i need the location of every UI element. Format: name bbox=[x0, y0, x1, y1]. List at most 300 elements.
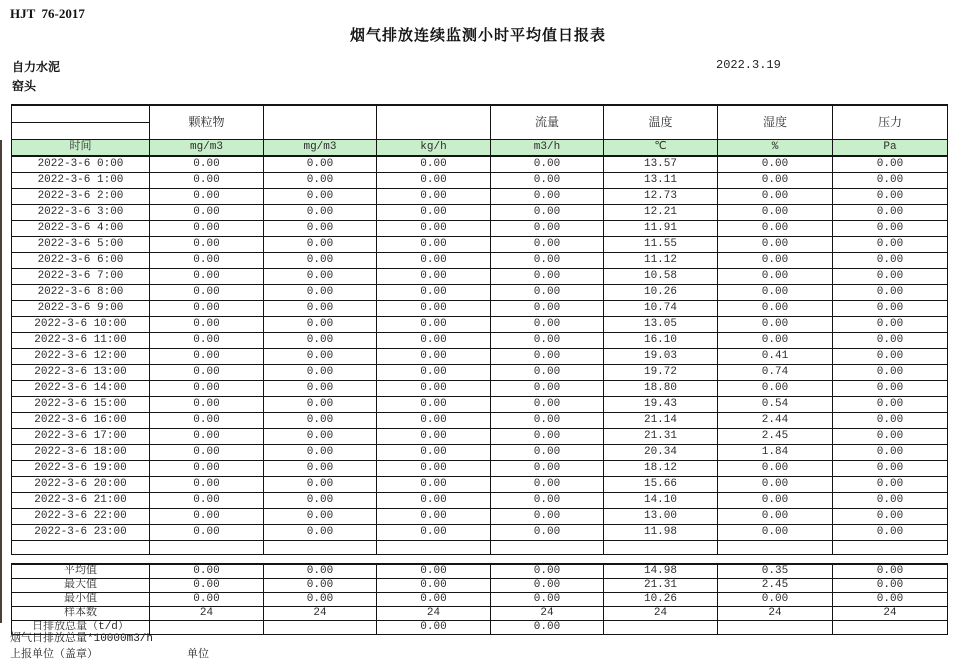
hour-row-cell: 2.44 bbox=[718, 413, 833, 429]
blank-cell bbox=[264, 541, 377, 555]
hour-row bbox=[12, 461, 948, 477]
hour-row bbox=[12, 269, 948, 285]
hour-row bbox=[12, 253, 948, 269]
hour-row-cell: 0.00 bbox=[718, 189, 833, 205]
report-unit-label: 上报单位（盖章） bbox=[10, 649, 98, 661]
hour-row-cell: 0.00 bbox=[491, 285, 604, 301]
summary-row-cell: 0.00 bbox=[377, 621, 491, 635]
hour-row-cell: 0.00 bbox=[264, 397, 377, 413]
hour-row-cell: 20.34 bbox=[604, 445, 718, 461]
blank-cell bbox=[491, 541, 604, 555]
hour-row-cell: 0.00 bbox=[718, 156, 833, 173]
hour-row-cell: 0.00 bbox=[150, 349, 264, 365]
hour-row-cell: 14.10 bbox=[604, 493, 718, 509]
summary-row-cell bbox=[604, 621, 718, 635]
hour-row-cell: 10.26 bbox=[604, 285, 718, 301]
hour-row-cell: 0.00 bbox=[264, 461, 377, 477]
summary-row-cell bbox=[150, 621, 264, 635]
blank-cell bbox=[833, 541, 948, 555]
hour-row bbox=[12, 221, 948, 237]
hour-row-cell: 0.00 bbox=[491, 349, 604, 365]
hour-row-cell: 18.80 bbox=[604, 381, 718, 397]
hour-row-cell: 21.14 bbox=[604, 413, 718, 429]
company-name: 自力水泥 bbox=[12, 60, 61, 74]
hour-row-cell: 0.00 bbox=[491, 445, 604, 461]
summary-row-cell: 0.00 bbox=[718, 593, 833, 607]
hour-row-cell: 0.00 bbox=[377, 477, 491, 493]
hour-row-cell: 0.00 bbox=[718, 285, 833, 301]
summary-row-cell: 0.00 bbox=[150, 564, 264, 579]
summary-row-cell: 0.00 bbox=[264, 593, 377, 607]
hour-row-label: 2022-3-6 9:00 bbox=[12, 301, 150, 317]
summary-row-cell: 0.00 bbox=[833, 593, 948, 607]
hour-row-cell: 0.00 bbox=[833, 461, 948, 477]
hour-row bbox=[12, 237, 948, 253]
unit-pa: Pa bbox=[833, 140, 948, 157]
hour-row-cell: 0.00 bbox=[377, 285, 491, 301]
hour-row-cell: 21.31 bbox=[604, 429, 718, 445]
hour-row-cell: 0.00 bbox=[377, 349, 491, 365]
page-title: 烟气排放连续监测小时平均值日报表 bbox=[349, 26, 606, 44]
hour-row-cell: 0.00 bbox=[833, 381, 948, 397]
summary-row-cell: 0.35 bbox=[718, 564, 833, 579]
hour-row bbox=[12, 493, 948, 509]
hour-row-label: 2022-3-6 8:00 bbox=[12, 285, 150, 301]
hour-row-cell: 0.00 bbox=[833, 317, 948, 333]
hour-row-cell: 0.00 bbox=[718, 301, 833, 317]
summary-row-cell: 0.00 bbox=[491, 593, 604, 607]
hour-row-cell: 0.00 bbox=[491, 493, 604, 509]
hour-row-cell: 0.00 bbox=[833, 429, 948, 445]
hour-row-cell: 0.00 bbox=[833, 301, 948, 317]
hour-row-label: 2022-3-6 10:00 bbox=[12, 317, 150, 333]
unit-m3h: m3/h bbox=[491, 140, 604, 157]
hour-row-cell: 0.00 bbox=[491, 269, 604, 285]
summary-row-label: 日排放总量（t/d） bbox=[12, 621, 150, 635]
summary-row bbox=[12, 564, 948, 579]
hour-row-cell: 0.00 bbox=[150, 253, 264, 269]
hour-row-label: 2022-3-6 0:00 bbox=[12, 156, 150, 173]
hour-row-cell: 0.00 bbox=[833, 397, 948, 413]
hour-row-cell: 0.00 bbox=[718, 493, 833, 509]
blank-cell bbox=[150, 541, 264, 555]
summary-row bbox=[12, 607, 948, 621]
hour-row-cell: 0.74 bbox=[718, 365, 833, 381]
summary-row-cell: 24 bbox=[150, 607, 264, 621]
hour-row-label: 2022-3-6 7:00 bbox=[12, 269, 150, 285]
hour-row-cell: 2.45 bbox=[718, 429, 833, 445]
hour-row-cell: 0.00 bbox=[718, 333, 833, 349]
hour-row-cell: 0.00 bbox=[833, 285, 948, 301]
hour-row-cell: 0.00 bbox=[377, 461, 491, 477]
hour-row-cell: 0.00 bbox=[833, 525, 948, 541]
hour-row-cell: 0.00 bbox=[377, 237, 491, 253]
hour-row-cell: 0.00 bbox=[491, 173, 604, 189]
summary-row-cell: 10.26 bbox=[604, 593, 718, 607]
summary-row-cell: 0.00 bbox=[264, 579, 377, 593]
hour-row-cell: 0.00 bbox=[377, 493, 491, 509]
hour-row bbox=[12, 285, 948, 301]
report-tables bbox=[11, 104, 949, 635]
hour-row-cell: 0.00 bbox=[264, 429, 377, 445]
hour-row-cell: 0.00 bbox=[150, 365, 264, 381]
hour-row-cell: 0.00 bbox=[264, 509, 377, 525]
col-header-flow: 流量 bbox=[491, 105, 604, 140]
hour-row-cell: 10.74 bbox=[604, 301, 718, 317]
hour-row bbox=[12, 349, 948, 365]
summary-row-cell: 0.00 bbox=[150, 579, 264, 593]
unit-label: 单位 bbox=[187, 649, 209, 661]
hour-row-label: 2022-3-6 19:00 bbox=[12, 461, 150, 477]
summary-row-cell bbox=[833, 621, 948, 635]
hour-row-cell: 0.00 bbox=[150, 445, 264, 461]
hour-row-cell: 11.55 bbox=[604, 237, 718, 253]
hour-row-cell: 0.00 bbox=[833, 189, 948, 205]
hour-row-cell: 0.00 bbox=[377, 317, 491, 333]
table-gap bbox=[11, 555, 949, 563]
summary-row-cell: 21.31 bbox=[604, 579, 718, 593]
hour-row-cell: 0.00 bbox=[264, 477, 377, 493]
hour-row-cell: 0.00 bbox=[150, 461, 264, 477]
unit-percent: % bbox=[718, 140, 833, 157]
blank-cell bbox=[604, 541, 718, 555]
hour-row-label: 2022-3-6 4:00 bbox=[12, 221, 150, 237]
hour-row bbox=[12, 397, 948, 413]
hour-row-cell: 0.00 bbox=[491, 237, 604, 253]
hour-row-cell: 0.00 bbox=[264, 269, 377, 285]
hour-row-cell: 0.00 bbox=[377, 429, 491, 445]
hour-row-cell: 11.98 bbox=[604, 525, 718, 541]
hour-row-cell: 0.00 bbox=[377, 413, 491, 429]
col-header-pressure: 压力 bbox=[833, 105, 948, 140]
hour-row-cell: 0.00 bbox=[491, 509, 604, 525]
hour-row-cell: 0.00 bbox=[377, 381, 491, 397]
blank-row bbox=[12, 541, 948, 555]
summary-row-cell: 24 bbox=[718, 607, 833, 621]
summary-row-cell: 0.00 bbox=[833, 579, 948, 593]
hour-row-cell: 0.00 bbox=[833, 349, 948, 365]
hour-row bbox=[12, 413, 948, 429]
hour-row-cell: 0.00 bbox=[833, 445, 948, 461]
hour-row-cell: 0.00 bbox=[718, 509, 833, 525]
hour-row-cell: 0.00 bbox=[377, 189, 491, 205]
hour-row-cell: 0.00 bbox=[491, 429, 604, 445]
hour-row-label: 2022-3-6 12:00 bbox=[12, 349, 150, 365]
summary-row-label: 样本数 bbox=[12, 607, 150, 621]
hour-row-label: 2022-3-6 11:00 bbox=[12, 333, 150, 349]
hour-row-cell: 12.73 bbox=[604, 189, 718, 205]
hour-row-cell: 0.00 bbox=[377, 397, 491, 413]
hour-row-cell: 0.00 bbox=[264, 253, 377, 269]
hour-row-cell: 0.00 bbox=[377, 253, 491, 269]
summary-table bbox=[11, 563, 948, 635]
summary-row-cell: 14.98 bbox=[604, 564, 718, 579]
unit-row bbox=[12, 140, 948, 157]
unit-kgh: kg/h bbox=[377, 140, 491, 157]
screen-edge-artifact bbox=[0, 140, 2, 623]
hour-row bbox=[12, 173, 948, 189]
hour-row-cell: 0.00 bbox=[377, 173, 491, 189]
hour-row-cell: 0.00 bbox=[833, 477, 948, 493]
hour-row-label: 2022-3-6 1:00 bbox=[12, 173, 150, 189]
hour-row-cell: 0.00 bbox=[833, 156, 948, 173]
hour-row-cell: 0.00 bbox=[150, 413, 264, 429]
corner-cell-bottom bbox=[12, 123, 150, 140]
hour-row-cell: 0.00 bbox=[150, 333, 264, 349]
unit-mgm3-1: mg/m3 bbox=[150, 140, 264, 157]
hour-row-cell: 0.00 bbox=[377, 156, 491, 173]
hour-row-cell: 0.00 bbox=[264, 205, 377, 221]
hour-row-cell: 0.00 bbox=[150, 477, 264, 493]
hour-row-cell: 0.00 bbox=[833, 333, 948, 349]
hour-row-label: 2022-3-6 6:00 bbox=[12, 253, 150, 269]
unit-mgm3-2: mg/m3 bbox=[264, 140, 377, 157]
hour-row-cell: 12.21 bbox=[604, 205, 718, 221]
hour-row-cell: 0.00 bbox=[833, 237, 948, 253]
hour-row-cell: 0.00 bbox=[491, 397, 604, 413]
summary-row-cell: 0.00 bbox=[150, 593, 264, 607]
summary-row-cell bbox=[718, 621, 833, 635]
summary-row bbox=[12, 579, 948, 593]
hour-row bbox=[12, 205, 948, 221]
summary-row-cell: 0.00 bbox=[264, 564, 377, 579]
corner-cell-top bbox=[12, 105, 150, 123]
hour-row-cell: 0.00 bbox=[833, 365, 948, 381]
summary-row-cell: 0.00 bbox=[491, 579, 604, 593]
hour-row-cell: 16.10 bbox=[604, 333, 718, 349]
hour-row-cell: 0.00 bbox=[718, 221, 833, 237]
hour-row-label: 2022-3-6 17:00 bbox=[12, 429, 150, 445]
hour-row-cell: 15.66 bbox=[604, 477, 718, 493]
hour-row-cell: 0.00 bbox=[833, 253, 948, 269]
col-header-humidity: 湿度 bbox=[718, 105, 833, 140]
hour-row-cell: 11.91 bbox=[604, 221, 718, 237]
col-header-empty-2 bbox=[377, 105, 491, 140]
summary-row-cell: 24 bbox=[377, 607, 491, 621]
unit-celsius: ℃ bbox=[604, 140, 718, 157]
hour-row-cell: 0.00 bbox=[150, 317, 264, 333]
hour-row bbox=[12, 156, 948, 173]
hour-row-cell: 0.00 bbox=[264, 156, 377, 173]
hour-row-cell: 10.58 bbox=[604, 269, 718, 285]
hour-row-cell: 0.00 bbox=[718, 381, 833, 397]
hour-row-cell: 1.84 bbox=[718, 445, 833, 461]
hour-row-label: 2022-3-6 23:00 bbox=[12, 525, 150, 541]
hour-row-cell: 0.00 bbox=[491, 413, 604, 429]
hour-row-cell: 0.00 bbox=[377, 509, 491, 525]
hour-row-cell: 0.00 bbox=[491, 525, 604, 541]
hour-row-cell: 0.00 bbox=[491, 365, 604, 381]
hour-row-cell: 19.03 bbox=[604, 349, 718, 365]
hour-row-cell: 0.00 bbox=[833, 221, 948, 237]
hour-row bbox=[12, 445, 948, 461]
hour-row-cell: 13.11 bbox=[604, 173, 718, 189]
summary-row-cell: 0.00 bbox=[833, 564, 948, 579]
hour-row bbox=[12, 429, 948, 445]
hour-row bbox=[12, 525, 948, 541]
summary-row-label: 最小值 bbox=[12, 593, 150, 607]
hour-row-cell: 0.00 bbox=[491, 189, 604, 205]
hour-row-label: 2022-3-6 22:00 bbox=[12, 509, 150, 525]
hour-row-cell: 0.00 bbox=[491, 156, 604, 173]
hour-row-cell: 0.00 bbox=[264, 525, 377, 541]
hour-row-cell: 0.00 bbox=[833, 173, 948, 189]
hour-row-cell: 0.00 bbox=[377, 221, 491, 237]
hour-row-cell: 0.00 bbox=[264, 221, 377, 237]
hour-row-cell: 0.00 bbox=[150, 381, 264, 397]
hour-row-cell: 13.00 bbox=[604, 509, 718, 525]
hour-row-cell: 0.00 bbox=[150, 205, 264, 221]
hour-row-cell: 0.00 bbox=[150, 156, 264, 173]
hour-row-cell: 0.00 bbox=[150, 525, 264, 541]
summary-row-cell: 0.00 bbox=[377, 579, 491, 593]
hour-row-cell: 0.00 bbox=[150, 221, 264, 237]
hour-row-cell: 0.00 bbox=[718, 461, 833, 477]
hour-row-cell: 0.00 bbox=[150, 397, 264, 413]
hour-row-cell: 11.12 bbox=[604, 253, 718, 269]
hour-row-cell: 0.00 bbox=[377, 205, 491, 221]
hour-row-cell: 0.00 bbox=[377, 269, 491, 285]
hour-row-cell: 0.00 bbox=[491, 301, 604, 317]
hour-row-cell: 0.00 bbox=[833, 269, 948, 285]
hour-row-cell: 0.00 bbox=[264, 301, 377, 317]
hour-row-cell: 0.00 bbox=[150, 173, 264, 189]
hour-row-label: 2022-3-6 18:00 bbox=[12, 445, 150, 461]
hour-row-label: 2022-3-6 16:00 bbox=[12, 413, 150, 429]
group-header-row bbox=[12, 105, 948, 123]
hour-row-cell: 0.00 bbox=[264, 381, 377, 397]
hour-row-cell: 0.00 bbox=[491, 205, 604, 221]
hour-row-cell: 0.00 bbox=[833, 205, 948, 221]
hour-row-label: 2022-3-6 13:00 bbox=[12, 365, 150, 381]
summary-row-cell: 24 bbox=[264, 607, 377, 621]
hour-row-cell: 0.00 bbox=[718, 173, 833, 189]
hour-row bbox=[12, 189, 948, 205]
hour-row-cell: 19.43 bbox=[604, 397, 718, 413]
hour-row-cell: 0.00 bbox=[718, 269, 833, 285]
hour-row-cell: 0.00 bbox=[264, 413, 377, 429]
hour-row-cell: 13.57 bbox=[604, 156, 718, 173]
unit-time: 时间 bbox=[12, 140, 150, 157]
hour-row-cell: 0.00 bbox=[491, 317, 604, 333]
hour-row-cell: 0.00 bbox=[491, 461, 604, 477]
blank-cell bbox=[718, 541, 833, 555]
hour-row-cell: 0.00 bbox=[718, 317, 833, 333]
hour-row-cell: 0.00 bbox=[377, 333, 491, 349]
hour-row-cell: 0.00 bbox=[718, 525, 833, 541]
hour-row-cell: 18.12 bbox=[604, 461, 718, 477]
hour-row-label: 2022-3-6 2:00 bbox=[12, 189, 150, 205]
hour-row-label: 2022-3-6 3:00 bbox=[12, 205, 150, 221]
hour-row-cell: 0.00 bbox=[377, 525, 491, 541]
hour-row bbox=[12, 509, 948, 525]
hour-row-cell: 0.00 bbox=[150, 285, 264, 301]
hour-row-cell: 0.00 bbox=[491, 221, 604, 237]
hour-row-cell: 0.00 bbox=[264, 445, 377, 461]
hour-row-label: 2022-3-6 5:00 bbox=[12, 237, 150, 253]
summary-row-cell: 24 bbox=[604, 607, 718, 621]
hour-row-cell: 0.00 bbox=[491, 477, 604, 493]
main-table bbox=[11, 104, 948, 555]
blank-cell bbox=[377, 541, 491, 555]
hour-row-cell: 0.00 bbox=[150, 301, 264, 317]
summary-row-cell: 24 bbox=[833, 607, 948, 621]
hour-row-cell: 0.00 bbox=[264, 237, 377, 253]
hour-row-cell: 0.00 bbox=[150, 429, 264, 445]
summary-row-cell bbox=[264, 621, 377, 635]
report-date: 2022.3.19 bbox=[716, 58, 781, 72]
hour-row-cell: 0.00 bbox=[718, 237, 833, 253]
hour-row-cell: 13.05 bbox=[604, 317, 718, 333]
hour-row-label: 2022-3-6 15:00 bbox=[12, 397, 150, 413]
summary-row-cell: 0.00 bbox=[377, 564, 491, 579]
hour-row-cell: 0.00 bbox=[833, 413, 948, 429]
hour-row-cell: 0.00 bbox=[264, 173, 377, 189]
summary-row bbox=[12, 593, 948, 607]
hour-row-cell: 0.00 bbox=[150, 493, 264, 509]
hour-row-cell: 0.00 bbox=[264, 189, 377, 205]
hour-row-label: 2022-3-6 21:00 bbox=[12, 493, 150, 509]
hour-row-cell: 0.00 bbox=[377, 301, 491, 317]
col-header-temperature: 温度 bbox=[604, 105, 718, 140]
summary-row-cell: 24 bbox=[491, 607, 604, 621]
hour-row-cell: 0.00 bbox=[264, 333, 377, 349]
hour-row bbox=[12, 365, 948, 381]
hour-row-cell: 0.00 bbox=[264, 349, 377, 365]
hour-row-cell: 0.00 bbox=[491, 333, 604, 349]
hour-row-cell: 0.00 bbox=[264, 365, 377, 381]
hour-row-cell: 0.00 bbox=[150, 237, 264, 253]
hour-row-label: 2022-3-6 14:00 bbox=[12, 381, 150, 397]
hour-row-label: 2022-3-6 20:00 bbox=[12, 477, 150, 493]
standard-number: HJT 76-2017 bbox=[10, 6, 85, 21]
hour-row bbox=[12, 317, 948, 333]
summary-row-cell: 0.00 bbox=[491, 564, 604, 579]
hour-row-cell: 0.41 bbox=[718, 349, 833, 365]
summary-row-cell: 2.45 bbox=[718, 579, 833, 593]
hour-row-cell: 0.00 bbox=[264, 493, 377, 509]
hour-row-cell: 0.00 bbox=[718, 477, 833, 493]
monitoring-point: 窑头 bbox=[12, 79, 37, 93]
hour-row-cell: 0.00 bbox=[833, 493, 948, 509]
hour-row-cell: 0.00 bbox=[833, 509, 948, 525]
hour-row-cell: 0.00 bbox=[264, 317, 377, 333]
hour-row-cell: 0.00 bbox=[264, 285, 377, 301]
summary-row-label: 最大值 bbox=[12, 579, 150, 593]
hour-row-cell: 0.00 bbox=[150, 509, 264, 525]
summary-row-cell: 0.00 bbox=[377, 593, 491, 607]
hour-row bbox=[12, 477, 948, 493]
summary-row-label: 平均值 bbox=[12, 564, 150, 579]
hour-row-cell: 0.00 bbox=[150, 189, 264, 205]
hour-row bbox=[12, 333, 948, 349]
col-header-particulate: 颗粒物 bbox=[150, 105, 264, 140]
hour-row-cell: 0.00 bbox=[150, 269, 264, 285]
hour-row bbox=[12, 381, 948, 397]
hour-row-cell: 0.00 bbox=[491, 253, 604, 269]
hour-row-cell: 19.72 bbox=[604, 365, 718, 381]
hour-row-cell: 0.00 bbox=[377, 365, 491, 381]
hour-row-cell: 0.00 bbox=[718, 205, 833, 221]
summary-row-cell: 0.00 bbox=[491, 621, 604, 635]
hour-row bbox=[12, 301, 948, 317]
hour-row-cell: 0.00 bbox=[718, 253, 833, 269]
hour-row-cell: 0.00 bbox=[377, 445, 491, 461]
footer-note: 烟气日排放总量*10000m3/h bbox=[10, 633, 154, 645]
hour-row-cell: 0.00 bbox=[491, 381, 604, 397]
col-header-empty-1 bbox=[264, 105, 377, 140]
hour-row-cell: 0.54 bbox=[718, 397, 833, 413]
